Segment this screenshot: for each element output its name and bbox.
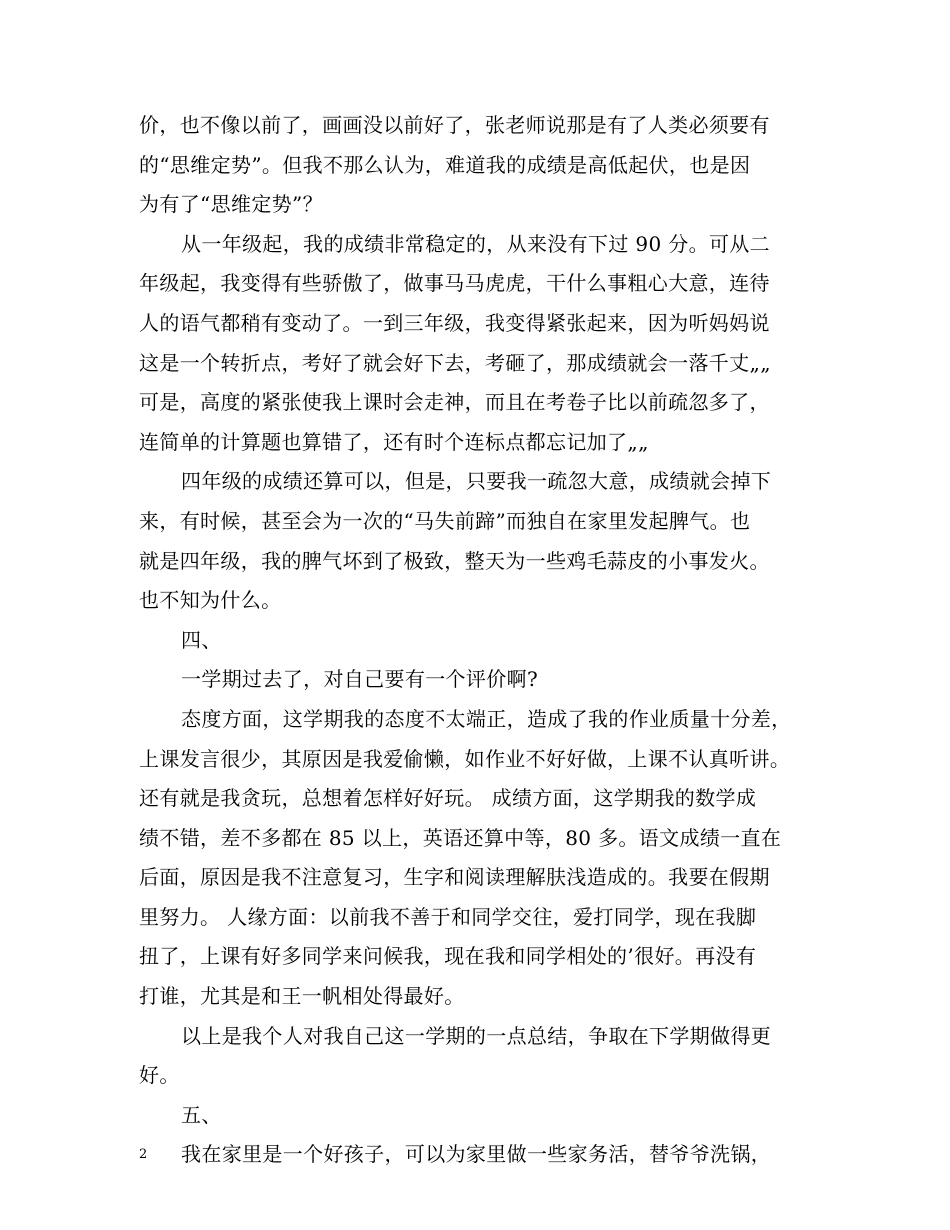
text-line: 四年级的成绩还算可以，但是，只要我一疏忽大意，成绩就会掉下 (181, 469, 772, 494)
text-line: 五、 (181, 1102, 222, 1127)
text-line: 为有了“思维定势”？ (139, 192, 323, 217)
document-body (139, 106, 819, 1175)
text-line: 态度方面，这学期我的态度不太端正，造成了我的作业质量十分差， (181, 706, 792, 731)
text-line: 这是一个转折点，考好了就会好下去，考砸了，那成绩就会一落千丈„„ (139, 350, 771, 375)
text-line: 四、 (181, 627, 222, 652)
text-line: 扭了，上课有好多同学来问候我，现在我和同学相处的’很好。再没有 (139, 944, 757, 969)
text-line: 人的语气都稍有变动了。一到三年级，我变得紧张起来，因为听妈妈说 (139, 310, 770, 335)
text-line: 绩不错，差不多都在 85 以上，英语还算中等，80 多。语文成绩一直在 (139, 825, 782, 850)
text-line: 还有就是我贪玩，总想着怎样好好玩。 成绩方面，这学期我的数学成 (139, 786, 757, 811)
text-line: 我在家里是一个好孩子，可以为家里做一些家务活，替爷爷洗锅， (181, 1142, 772, 1167)
text-line: 里努力。 人缘方面：以前我不善于和同学交往，爱打同学，现在我脚 (139, 904, 757, 929)
text-line: 以上是我个人对我自己这一学期的一点总结，争取在下学期做得更 (181, 1023, 772, 1048)
text-line: 从一年级起，我的成绩非常稳定的，从来没有下过 90 分。可从二 (181, 231, 771, 256)
text-line: 好。 (139, 1063, 180, 1088)
text-line: 上课发言很少，其原因是我爱偷懒，如作业不好好做，上课不认真听讲。 (139, 746, 791, 771)
text-line: 打谁，尤其是和王一帆相处得最好。 (139, 984, 465, 1009)
text-line: 连简单的计算题也算错了，还有时个连标点都忘记加了„„ (139, 429, 649, 454)
text-line: 后面，原因是我不注意复习，生字和阅读理解肤浅造成的。我要在假期 (139, 865, 770, 890)
text-line: 来，有时候，甚至会为一次的“马失前蹄”而独自在家里发起脾气。也 (139, 508, 751, 533)
text-line: 就是四年级，我的脾气坏到了极致，整天为一些鸡毛蒜皮的小事发火。 (139, 548, 770, 573)
text-line: 年级起，我变得有些骄傲了，做事马马虎虎，干什么事粗心大意，连待 (139, 271, 770, 296)
text-line: 也不知为什么。 (139, 588, 282, 613)
text-line: 可是，高度的紧张使我上课时会走神，而且在考卷子比以前疏忽多了， (139, 390, 770, 415)
text-line: 的“思维定势”。但我不那么认为，难道我的成绩是高低起伏，也是因 (139, 152, 751, 177)
page-number: 2 (139, 1147, 148, 1162)
text-line: 一学期过去了，对自己要有一个评价啊? (181, 667, 539, 692)
text-line: 价，也不像以前了，画画没以前好了，张老师说那是有了人类必须要有 (139, 113, 770, 137)
